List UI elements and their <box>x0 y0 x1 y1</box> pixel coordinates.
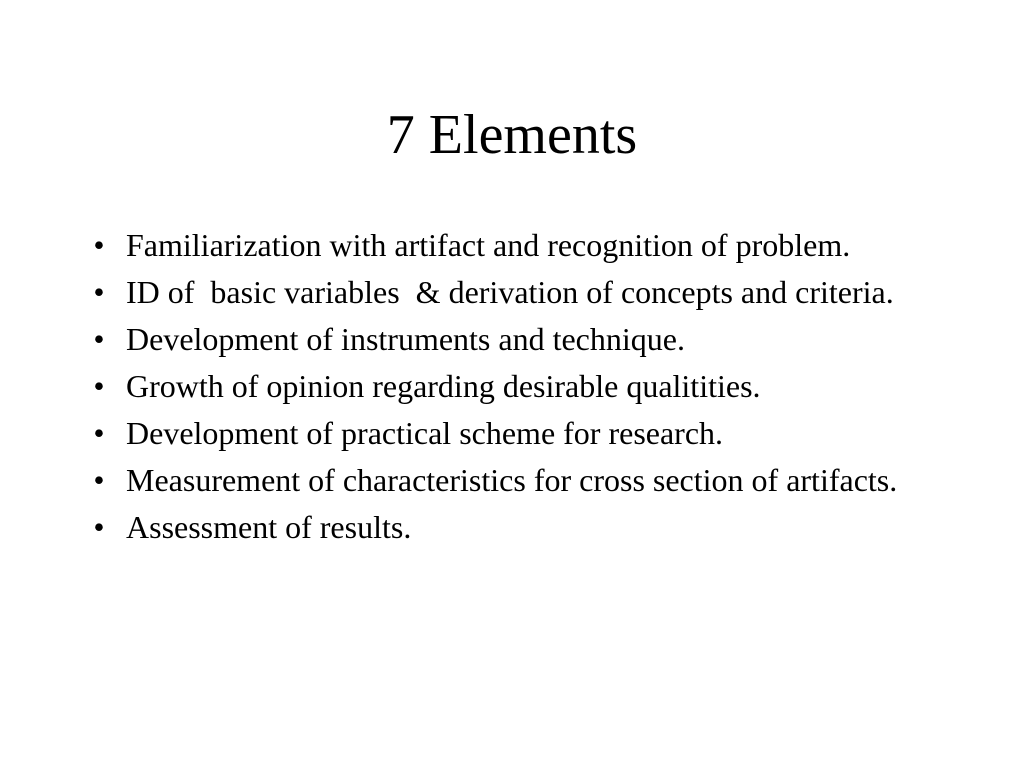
bullet-text: Development of practical scheme for research. <box>126 415 724 451</box>
bullet-icon: • <box>93 509 105 545</box>
bullet-text: Measurement of characteristics for cross section of artifacts. <box>126 462 898 498</box>
list-item <box>84 461 964 499</box>
list-item <box>84 508 964 546</box>
bullet-icon: • <box>93 274 105 310</box>
bullet-icon: • <box>93 462 105 498</box>
bullet-text: Development of instruments and technique. <box>126 321 685 357</box>
bullet-text: ID of basic variables & derivation of concepts and criteria. <box>126 274 894 310</box>
list-item <box>84 367 964 405</box>
bullet-icon: • <box>93 368 105 404</box>
slide-title: 7 Elements <box>386 104 638 166</box>
bullet-text: Growth of opinion regarding desirable qualitities. <box>126 368 761 404</box>
bullet-text: Familiarization with artifact and recognition of problem. <box>126 227 851 263</box>
bullet-icon: • <box>93 321 105 357</box>
bullet-icon: • <box>93 415 105 451</box>
list-item <box>84 320 964 358</box>
list-item <box>84 414 964 452</box>
bullet-icon: • <box>93 227 105 263</box>
bullet-list <box>84 226 964 555</box>
list-item <box>84 226 964 264</box>
list-item <box>84 273 964 311</box>
bullet-text: Assessment of results. <box>126 509 412 545</box>
